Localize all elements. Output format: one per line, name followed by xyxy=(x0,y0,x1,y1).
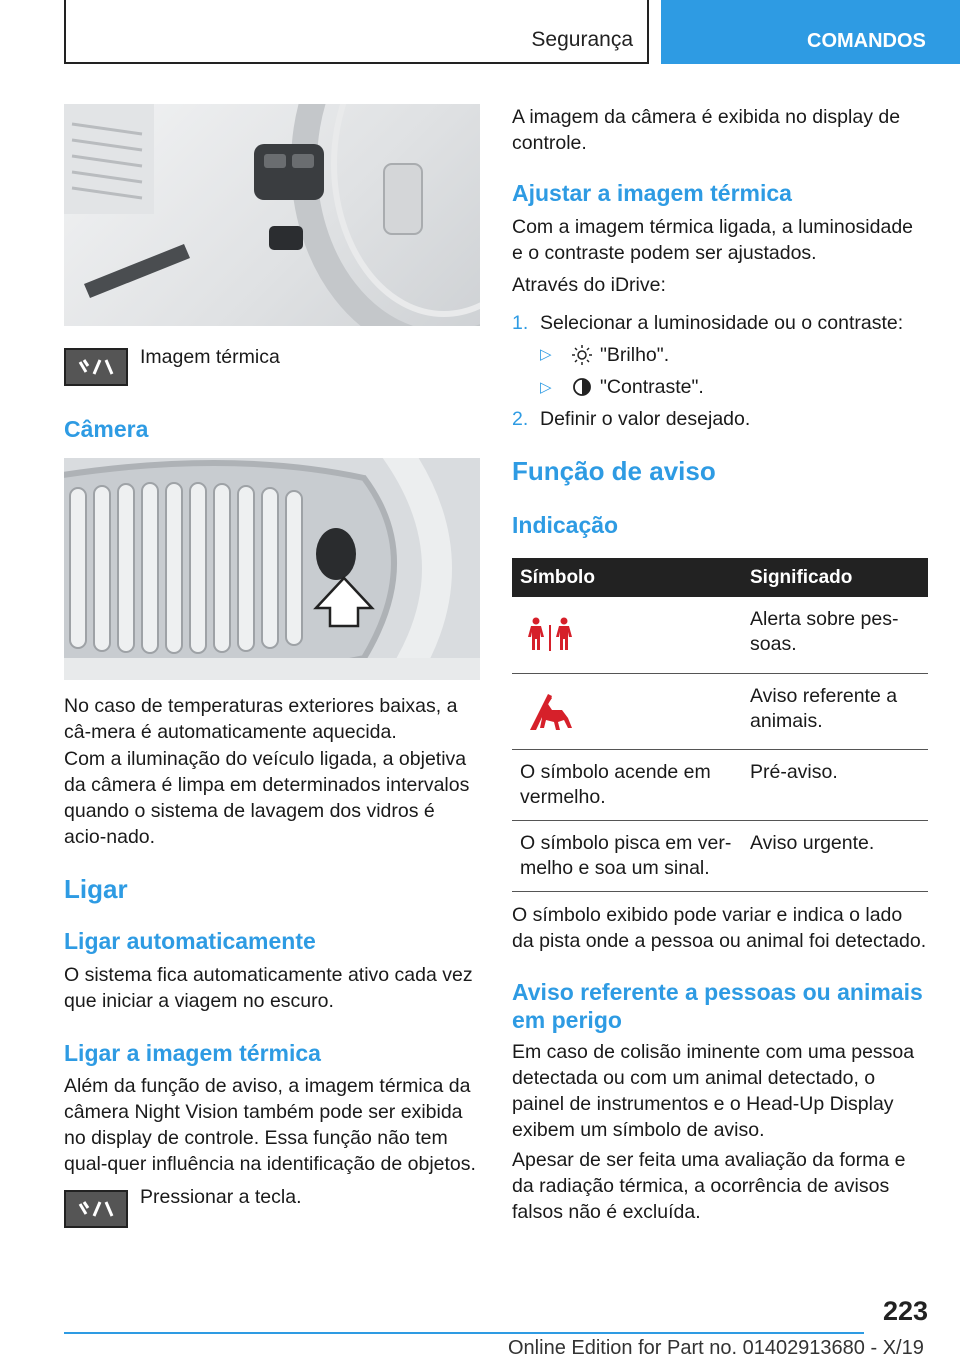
thermal-button-photo xyxy=(64,104,480,326)
contrast-icon xyxy=(572,377,592,402)
sub-item-brilho: "Brilho". xyxy=(600,344,670,366)
bullet-1: ▷ xyxy=(540,346,552,363)
page-number: 223 xyxy=(882,1296,928,1326)
symbol-paragraph: O símbolo exibido pode variar e indica o lado da pista onde a pessoa ou animal foi detectado. xyxy=(512,904,927,952)
table-cell-meaning: Aviso referente a animais. xyxy=(742,673,928,749)
heading-ligar-img: Ligar a imagem térmica xyxy=(64,1040,321,1066)
camera-paragraph-2: Com a iluminação do veículo ligada, a objetiva da câmera é limpa em determinados intervalos quando o sistema de lavagem dos vidros é acio-nado. xyxy=(64,748,470,848)
table-row xyxy=(512,749,928,820)
ligar-img-paragraph: Além da função de aviso, a imagem térmica da câmera Night Vision também pode ser exibida no display de controle. Essa função não tem qual-quer influência na identificação de objetos. xyxy=(64,1075,476,1175)
ajustar-paragraph: Com a imagem térmica ligada, a luminosidade e o contraste podem ser ajustados. xyxy=(512,216,914,264)
heading-ligar: Ligar xyxy=(64,874,128,904)
intro-paragraph: A imagem da câmera é exibida no display de controle. xyxy=(512,106,901,154)
footer-divider xyxy=(64,1332,864,1334)
table-cell-symbol: O símbolo pisca em ver-melho e soa um sinal. xyxy=(512,820,742,891)
table-row xyxy=(512,673,928,749)
table-cell-symbol xyxy=(512,597,742,673)
aviso-paragraph-1: Em caso de colisão iminente com uma pessoa detectada ou com um animal detectado, o painel de instrumentos e o Head-Up Display exibem um símbolo de aviso. xyxy=(512,1041,915,1141)
bullet-2: ▷ xyxy=(540,379,552,396)
header-section-box xyxy=(64,0,649,64)
symbol-table xyxy=(512,558,928,892)
table-cell-meaning: Alerta sobre pes-soas. xyxy=(742,597,928,673)
table-cell-symbol xyxy=(512,673,742,749)
heading-aviso: Aviso referente a pessoas ou animais em perigo xyxy=(512,979,923,1033)
animal-warning-icon xyxy=(528,692,574,739)
table-header-meaning: Significado xyxy=(742,558,928,597)
idrive-text: Através do iDrive: xyxy=(512,274,666,296)
header-chapter-box xyxy=(661,0,960,64)
heading-ajustar: Ajustar a imagem térmica xyxy=(512,180,792,206)
header-section: Segurança xyxy=(531,28,633,51)
table-cell-meaning: Aviso urgente. xyxy=(742,820,928,891)
step-1-number: 1. xyxy=(512,312,529,334)
table-row xyxy=(512,820,928,891)
table-header-row xyxy=(512,558,928,597)
step-2-text: Definir o valor desejado. xyxy=(540,408,751,430)
heading-funcao: Função de aviso xyxy=(512,456,716,486)
camera-grille-photo xyxy=(64,458,480,680)
sun-icon xyxy=(572,345,592,370)
night-vision-key-icon xyxy=(64,348,128,386)
sub-item-contraste: "Contraste". xyxy=(600,376,704,398)
camera-paragraph-1: No caso de temperaturas exteriores baixas, a câ-mera é automaticamente aquecida. xyxy=(64,695,458,743)
table-row xyxy=(512,597,928,673)
header-chapter: COMANDOS xyxy=(807,30,926,52)
step-1-text: Selecionar a luminosidade ou o contraste: xyxy=(540,312,904,334)
table-header-symbol: Símbolo xyxy=(512,558,742,597)
persons-warning-icon xyxy=(522,617,578,658)
heading-camera: Câmera xyxy=(64,416,149,442)
footer-edition: Online Edition for Part no. 01402913680 - X/19 xyxy=(508,1337,924,1359)
heading-indicacao: Indicação xyxy=(512,512,619,538)
press-key-text: Pressionar a tecla. xyxy=(140,1186,302,1208)
step-2-number: 2. xyxy=(512,408,529,430)
caption-thermal: Imagem térmica xyxy=(140,346,280,368)
table-cell-symbol: O símbolo acende em vermelho. xyxy=(512,749,742,820)
aviso-paragraph-2: Apesar de ser feita uma avaliação da forma e da radiação térmica, a ocorrência de avisos falsos não é excluída. xyxy=(512,1149,906,1223)
table-cell-meaning: Pré-aviso. xyxy=(742,749,928,820)
heading-ligar-auto: Ligar automaticamente xyxy=(64,928,316,954)
night-vision-key-icon-2 xyxy=(64,1190,128,1228)
ligar-auto-paragraph: O sistema fica automaticamente ativo cada vez que iniciar a viagem no escuro. xyxy=(64,964,473,1012)
